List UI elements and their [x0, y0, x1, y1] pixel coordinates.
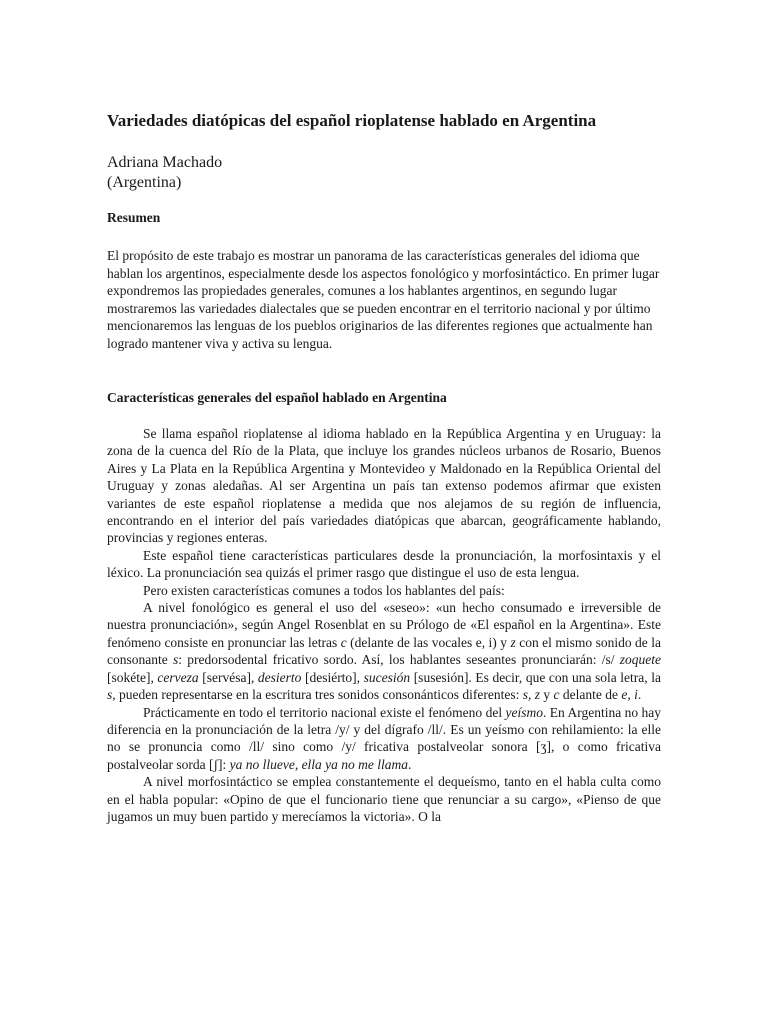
section-heading: Características generales del español hablado en Argentina — [107, 390, 447, 405]
paper-title: Variedades diatópicas del español rioplatense hablado en Argentina — [107, 111, 597, 130]
author-affiliation: (Argentina) — [107, 174, 182, 191]
paragraph-2: Este español tiene características particulares desde la pronunciación, la morfosintaxis y el léxico. La pronunciación sea quizás el primer rasgo que distingue el uso de esta lengua. — [107, 547, 661, 581]
author-name: Adriana Machado — [107, 154, 223, 171]
section-body — [107, 425, 661, 825]
author-block — [107, 153, 222, 193]
paragraph-6: A nivel morfosintáctico se emplea constantemente el dequeísmo, tanto en el habla culta como en el habla popular: «Opino de que el funcionario tiene que renunciar a su cargo», «Pienso de que jugamos un muy buen partido y merecíamos la victoria». O la — [107, 774, 661, 824]
abstract-text: El propósito de este trabajo es mostrar un panorama de las características generales del idioma que hablan los argentinos, especialmente desde los aspectos fonológico y morfosintáctico. En primer lugar expondremos las propiedades generales, comunes a los hablantes argentinos, en segundo lugar mostraremos las variedades dialectales que se pueden encontrar en el territorio nacional y por último mencionaremos las lenguas de los pueblos originarios de las diferentes regiones que actualmente han logrado mantener viva y activa su lengua. — [107, 248, 660, 351]
paragraph-1: Se llama español rioplatense al idioma hablado en la República Argentina y en Uruguay: la zona de la cuenca del Río de la Plata, que incluye los grandes núcleos urbanos de Rosario, Buenos Aires y La Plata en la República Argentina y Montevideo y Maldonado en la República Oriental del Uruguay y zonas aledañas. Al ser Argentina un país tan extenso podemos afirmar que existen variantes de este español rioplatense a medida que nos alejamos de su región de influencia, encontrando en el interior del país variedades diatópicas que abarcan, geográficamente hablando, provincias y regiones enteras. — [107, 426, 661, 546]
paragraph-5: Prácticamente en todo el territorio nacional existe el fenómeno del yeísmo. En Argentina no hay diferencia en la pronunciación de la letra /y/ y del dígrafo /ll/. Es un yeísmo con rehilamiento: la elle no se pronuncia como /ll/ sino como /y/ fricativa postalveolar sonora [ʒ], o como fricativa postalveolar sorda [ʃ]: ya no llueve, ella ya no me llama. — [107, 704, 662, 772]
paragraph-3: Pero existen características comunes a todos los hablantes del país: — [143, 582, 505, 598]
abstract-heading: Resumen — [107, 210, 161, 225]
paragraph-4: A nivel fonológico es general el uso del «seseo»: «un hecho consumado e irreversible de nuestra pronunciación», según Angel Rosenblat en su Prólogo de «El español en la Argentina». Este fenómeno consiste en pronunciar las letras c (delante de las vocales e, i) y z con el mismo sonido de la consonante s: predorsodental fricativo sordo. Así, los hablantes seseantes pronunciarán: /s/ zoquete [sokéte], cerveza [servésa], desierto [desiérto], sucesión [susesión]. Es decir, que con una sola letra, la s, pueden representarse en la escritura tres sonidos consonánticos diferentes: s, z y c delante de e, i. — [107, 600, 661, 703]
